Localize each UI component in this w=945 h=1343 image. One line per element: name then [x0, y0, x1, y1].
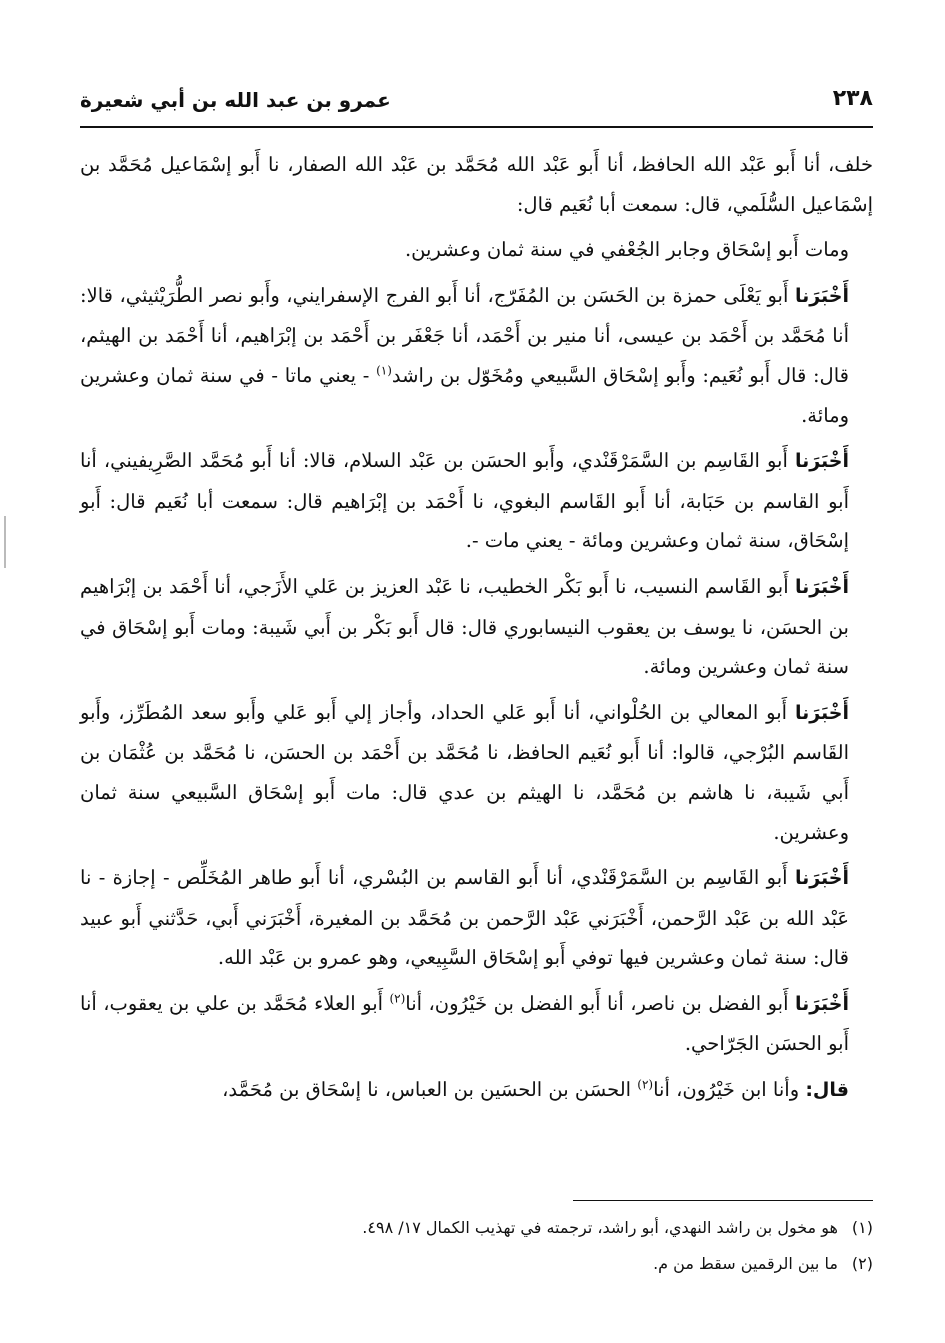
paragraph-7 — [80, 858, 873, 978]
footnote-ref-2[interactable]: (٢) — [637, 1077, 654, 1092]
paragraph-text: ومات أَبو إسْحَاق وجابر الجُعْفي في سنة ثمان وعشرين. — [404, 238, 849, 262]
footnote-number: (١) — [851, 1218, 873, 1237]
header-divider — [80, 126, 873, 128]
footnote-number: (٢) — [851, 1254, 873, 1273]
page-number: ٢٣٨ — [832, 86, 873, 111]
paragraph-text: أَبو يَعْلَى حمزة بن الحَسَن بن المُفَرّج، أنا أَبو الفرج الإسفرايني، وأَبو نصر الطُّرَيْثيثي، قالا: أنا مُحَمَّد بن أَحْمَد بن عيسى، أنا منير بن أَحْمَد، أنا جَعْفَر بن أَحْمَد بن إبْرَاهيم، أنا أَحْمَد بن الهيثم، قال: قال أَبو نُعَيم: وأَبو إسْحَاق السَّبيعي ومُخَوّل بن راشد — [80, 283, 849, 387]
running-title: عمرو بن عبد الله بن أبي شعيرة — [80, 88, 391, 112]
footnote-text: ما بين الرقمين سقط من م. — [653, 1254, 838, 1273]
running-header — [80, 86, 873, 122]
paragraph-text: أَبو القَاسِم بن السَّمَرْقَنْدي، أنا أَبو القاسم بن البُسْري، أنا أَبو طاهر المُخَلِّص - إجازة - نا عَبْد الله بن عَبْد الرَّحمن، أَخْبَرَني عَبْد الرَّحمن بن مُحَمَّد بن المغيرة، أَخْبَرَني أَبي، حَدَّثني أَبو عبيد قال: سنة ثمان وعشرين فيها توفي أَبو إسْحَاق السَّبِيعي، وهو عمرو بن عَبْد الله. — [80, 866, 849, 970]
akhbarana-keyword: أَخْبَرَنا — [794, 575, 850, 598]
paragraph-5 — [80, 567, 873, 687]
paragraph-text-continued: أَبو العلاء مُحَمَّد بن علي بن يعقوب، أنا أَبو الحسَن الجَرّاحي. — [80, 991, 849, 1056]
paragraph-6 — [80, 693, 873, 852]
footnote-2 — [80, 1246, 873, 1282]
paragraph-text: أَبو القَاسِم بن السَّمَرْقَنْدي، وأَبو الحسَن بن عَبْد السلام، قالا: أنا أَبو مُحَمَّد الصَّرِيفيني، أنا أَبو القاسم بن حَبَابة، أنا أَبو القَاسم البغوي، نا أَحْمَد بن إبْرَاهيم قال: سمعت أبا نُعَيم قال: أَبو إسْحَاق، سنة ثمان وعشرين ومائة - يعني مات -. — [80, 449, 849, 553]
footnote-ref-1[interactable]: (١) — [376, 363, 392, 378]
footnote-divider — [573, 1200, 873, 1201]
paragraph-text: وأنا ابن خَيْرُون، أنا — [653, 1078, 800, 1102]
footnote-text: هو مخول بن راشد النهدي، أبو راشد، ترجمته في تهذيب الكمال ١٧/ ٤٩٨. — [362, 1218, 838, 1237]
paragraph-4 — [80, 441, 873, 561]
akhbarana-keyword: أَخْبَرَنا — [794, 992, 849, 1015]
paragraph-text: أَبو الفضل بن ناصر، أنا أَبو الفضل بن خَيْرُون، أنا — [405, 991, 789, 1015]
paragraph-text: أَبو المعالي بن الحُلْواني، أنا أَبو عَلي الحداد، وأجاز إلي أَبو عَلي وأَبو سعد المُطَرِّز، وأَبو القَاسم البُرْجي، قالوا: أنا أَبو نُعَيم الحافظ، نا مُحَمَّد بن أَحْمَد بن الحسَن، نا مُحَمَّد بن عُثْمَان بن أَبي شَيبة، نا هاشم بن مُحَمَّد، نا الهيثم بن عدي قال: مات أَبو إسْحَاق السَّبيعي سنة ثمان وعشرين. — [80, 700, 849, 844]
paragraph-3 — [80, 276, 873, 435]
akhbarana-keyword: أَخْبَرَنا — [794, 867, 849, 890]
akhbarana-keyword: أَخْبَرَنا — [794, 701, 849, 724]
paragraph-text-continued: - يعني ماتا - في سنة ثمان وعشرين ومائة. — [80, 363, 849, 427]
paragraph-9 — [80, 1070, 873, 1111]
scan-edge-mark — [4, 516, 6, 568]
paragraph-8 — [80, 984, 873, 1064]
footnote-ref-2[interactable]: (٢) — [389, 991, 406, 1006]
qal-keyword: قال: — [805, 1079, 849, 1102]
paragraph-2 — [80, 230, 873, 270]
footnotes — [80, 1210, 873, 1282]
paragraph-text: أَبو القَاسم النسيب، نا أَبو بَكْر الخطيب، نا عَبْد العزيز بن عَلي الأَزَجي، أنا أَحْمَد بن إبْرَاهيم بن الحسَن، نا يوسف بن يعقوب النيسابوري قال: قال أَبو بَكْر بن أَبي شَيبة: ومات أَبو إسْحَاق في سنة ثمان وعشرين ومائة. — [80, 574, 849, 679]
main-text — [80, 145, 873, 1117]
footnote-1 — [80, 1210, 873, 1246]
akhbarana-keyword: أَخْبَرَنا — [794, 450, 849, 473]
paragraph-1 — [80, 145, 873, 224]
paragraph-text-continued: الحسَن بن الحسَين بن العباس، نا إسْحَاق بن مُحَمَّد، — [222, 1078, 632, 1102]
paragraph-text: خلف، أنا أَبو عَبْد الله الحافظ، أنا أَبو عَبْد الله مُحَمَّد بن عَبْد الله الصفار، نا أَبو إسْمَاعيل مُحَمَّد بن إسْمَاعيل السُّلَمي، قال: سمعت أبا نُعَيم قال: — [80, 153, 873, 216]
akhbarana-keyword: أَخْبَرَنا — [794, 284, 849, 307]
